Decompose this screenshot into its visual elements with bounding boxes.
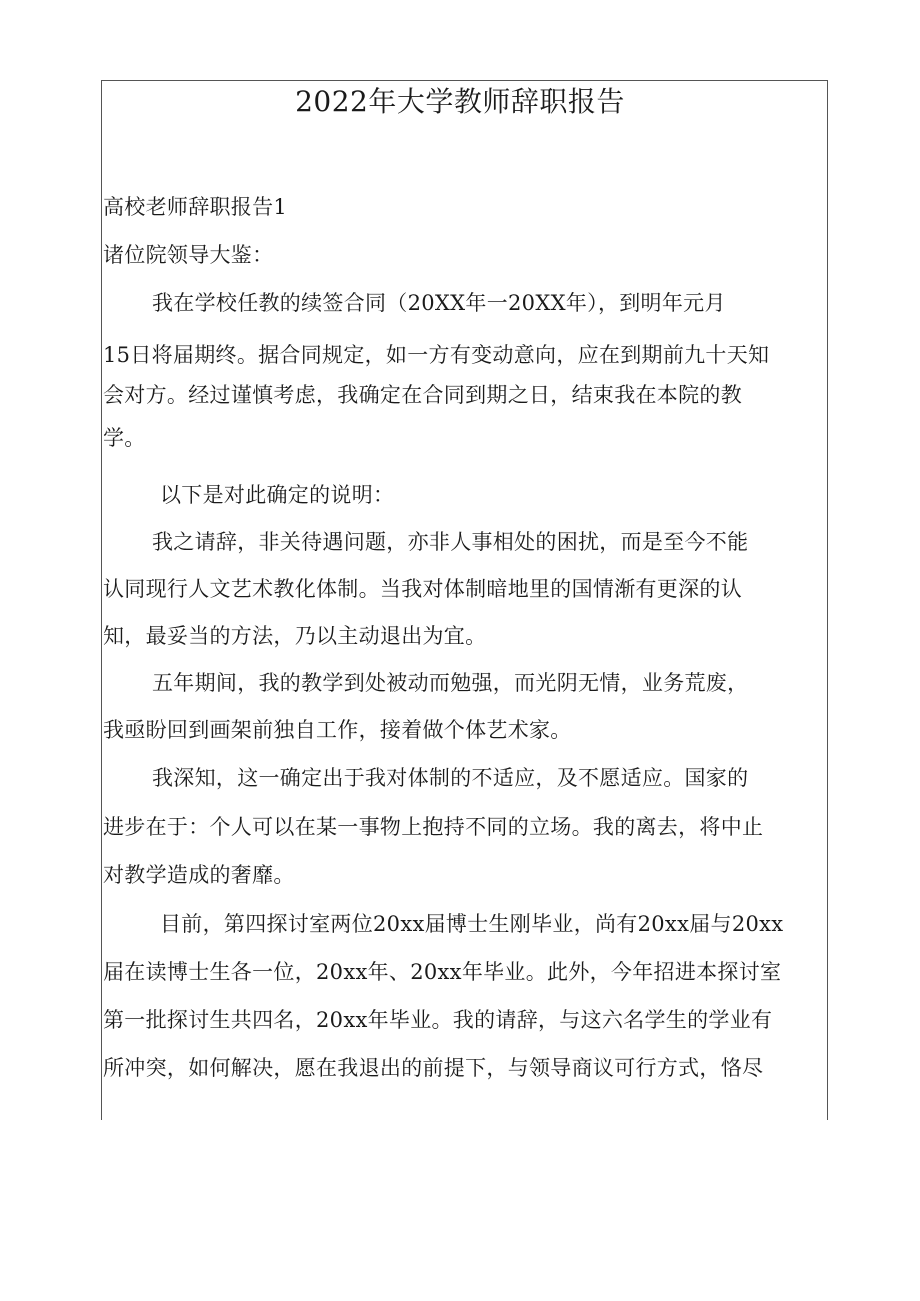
paragraph-line: 对教学造成的奢靡。 — [103, 863, 295, 887]
salutation: 诸位院领导大鉴： — [103, 243, 274, 267]
paragraph-line: 届在读博士生各一位，20xx年、20xx年毕业。此外，今年招进本探讨室 — [103, 960, 782, 984]
paragraph-line: 五年期间，我的教学到处被动而勉强，而光阴无情，业务荒废， — [152, 671, 749, 695]
section-heading: 高校老师辞职报告1 — [103, 195, 288, 219]
paragraph-line: 我之请辞，非关待遇问题，亦非人事相处的困扰，而是至今不能 — [152, 530, 749, 554]
paragraph-line: 所冲突，如何解决，愿在我退出的前提下，与领导商议可行方式，恪尽 — [103, 1056, 764, 1080]
paragraph-line: 进步在于：个人可以在某一事物上抱持不同的立场。我的离去，将中止 — [103, 815, 764, 839]
paragraph-line: 目前，第四探讨室两位20xx届博士生刚毕业，尚有20xx届与20xx — [160, 912, 784, 936]
document-title: 2022年大学教师辞职报告 — [295, 85, 625, 118]
paragraph-line: 学。 — [103, 426, 146, 450]
paragraph-line: 以下是对此确定的说明： — [160, 483, 395, 507]
paragraph-line: 第一批探讨生共四名，20xx年毕业。我的请辞，与这六名学生的学业有 — [103, 1008, 773, 1032]
paragraph-line: 我深知，这一确定出于我对体制的不适应，及不愿适应。国家的 — [152, 766, 749, 790]
paragraph-line: 我亟盼回到画架前独自工作，接着做个体艺术家。 — [103, 718, 572, 742]
paragraph-line: 会对方。经过谨慎考虑，我确定在合同到期之日，结束我在本院的教 — [103, 383, 742, 407]
paragraph-line: 我在学校任教的续签合同（20XX年一20XX年），到明年元月 — [152, 291, 726, 315]
paragraph-line: 15日将届期终。据合同规定，如一方有变动意向，应在到期前九十天知 — [103, 343, 770, 367]
paragraph-line: 认同现行人文艺术教化体制。当我对体制暗地里的国情渐有更深的认 — [103, 577, 742, 601]
paragraph-line: 知，最妥当的方法，乃以主动退出为宜。 — [103, 624, 487, 648]
